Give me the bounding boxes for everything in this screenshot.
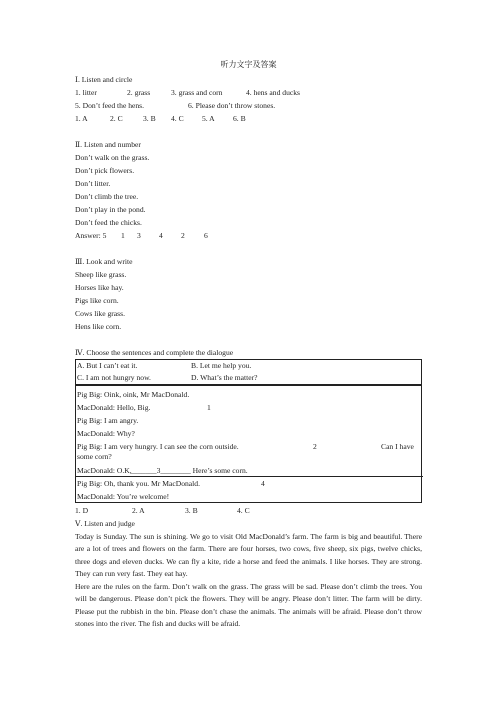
s4-answer: 2. A: [132, 506, 145, 515]
dialogue-line: some corn?: [77, 452, 112, 461]
blank-3: _______3________ Here’s some corn.: [130, 466, 248, 475]
s1-answer: 1. A: [75, 114, 88, 123]
page-title: 听力文字及答案: [220, 60, 277, 69]
s1-answer: 5. A: [202, 114, 215, 123]
list-item: Hens like corn.: [75, 322, 122, 331]
s1-answer: 2. C: [110, 114, 123, 123]
list-item: Don’t pick flowers.: [75, 166, 135, 175]
option-c: C. I am not hungry now.: [77, 373, 151, 382]
s1-item: 6. Please don’t throw stones.: [188, 101, 276, 110]
dialogue-line: Pig Big: Oh, thank you. Mr MacDonald.: [77, 479, 200, 488]
option-d: D. What’s the matter?: [191, 373, 258, 382]
s1-item: 2. grass: [127, 88, 151, 97]
paragraph-1: Today is Sunday. The sun is shining. We go to visit Old MacDonald’s farm. The farm is big and beautiful. There are a lot of trees and flowers on the farm. There are four horses, two cows, five sheep, six pigs, twelve chicks, three dogs and eleven ducks. We can fly a kite, ride a horse and feed the animals. I like horses. They are strong. They can run very fast. They eat hay.: [75, 532, 422, 578]
section-3-heading: Ⅲ. Look and write: [75, 257, 133, 266]
dialogue-line: MacDonald: Hello, Big.: [77, 403, 151, 412]
list-item: Don’t play in the pond.: [75, 205, 146, 214]
paragraph-2: Here are the rules on the farm. Don’t walk on the grass. The grass will be sad. Please don’t climb the trees. You will be dangerous. Please don’t pick the flowers. They will be angry. Please don’t litter. The farm will be dirty. Please put the rubbish in the bin. Please don’t chase the animals. The animals will be afraid. Please don’t throw stones into the river. The fish and ducks will be afraid.: [75, 582, 422, 628]
s2-answer: 2: [181, 231, 185, 240]
list-item: Don’t litter.: [75, 179, 111, 188]
option-a: A. But I can’t eat it.: [77, 361, 138, 370]
section-5-heading: Ⅴ. Listen and judge: [75, 519, 135, 528]
s1-item: 5. Don’t feed the hens.: [75, 101, 145, 110]
list-item: Don’t walk on the grass.: [75, 153, 150, 162]
dialogue-line: MacDonald: Why?: [77, 429, 135, 438]
s1-item: 3. grass and corn: [171, 88, 223, 97]
s1-answer: 4. C: [171, 114, 184, 123]
blank-4: 4: [261, 479, 265, 488]
s2-answer: 1: [121, 231, 125, 240]
list-item: Pigs like corn.: [75, 296, 119, 305]
divider: [76, 476, 423, 477]
s2-answer: 6: [204, 231, 208, 240]
s1-answer: 3. B: [143, 114, 156, 123]
dialogue-box: [75, 385, 422, 503]
s2-answer: 4: [159, 231, 163, 240]
dialogue-line-end: Can I have: [381, 442, 414, 451]
list-item: Don’t feed the chicks.: [75, 218, 142, 227]
list-item: Sheep like grass.: [75, 270, 127, 279]
answer-label: Answer: 5: [75, 231, 107, 240]
blank-1: 1: [207, 403, 211, 412]
section-2-heading: Ⅱ. Listen and number: [75, 140, 141, 149]
dialogue-line: MacDonald: O.K.: [77, 466, 132, 475]
s4-answer: 1. D: [75, 506, 89, 515]
section-4-heading: Ⅳ. Choose the sentences and complete the dialogue: [75, 348, 234, 357]
list-item: Cows like grass.: [75, 309, 125, 318]
s4-answer: 3. B: [185, 506, 198, 515]
s1-item: 1. litter: [75, 88, 97, 97]
list-item: Don’t climb the tree.: [75, 192, 139, 201]
dialogue-line: MacDonald: You’re welcome!: [77, 492, 170, 501]
option-b: B. Let me help you.: [191, 361, 252, 370]
blank-2: 2: [313, 442, 317, 451]
s2-answer: 3: [137, 231, 141, 240]
options-box: [75, 359, 422, 385]
list-item: Horses like hay.: [75, 283, 124, 292]
dialogue-line: Pig Big: I am very hungry. I can see the corn outside.: [77, 442, 239, 451]
s1-answer: 6. B: [233, 114, 246, 123]
section-1-heading: Ⅰ. Listen and circle: [75, 75, 133, 84]
dialogue-line: Pig Big: Oink, oink, Mr MacDonald.: [77, 390, 190, 399]
dialogue-line: Pig Big: I am angry.: [77, 416, 139, 425]
s4-answer: 4. C: [237, 506, 250, 515]
s1-item: 4. hens and ducks: [246, 88, 300, 97]
